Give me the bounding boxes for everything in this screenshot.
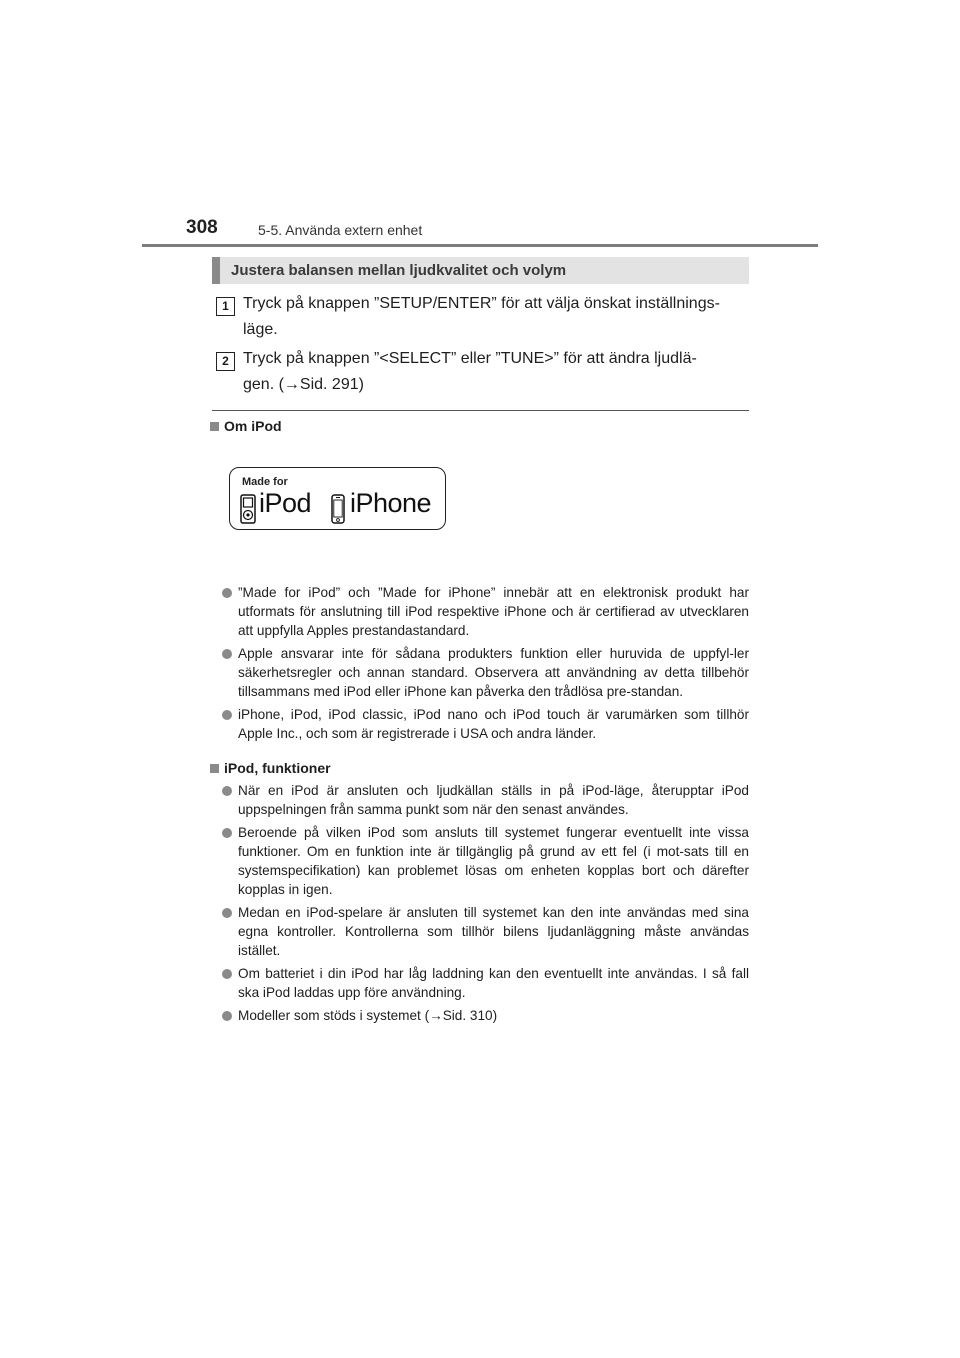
about-ipod-bullets [222, 583, 749, 747]
page-number: 308 [186, 217, 218, 238]
list-item [222, 644, 749, 701]
bullet-dot-icon [222, 786, 232, 796]
step-number-2: 2 [216, 352, 235, 371]
made-for-logo [229, 467, 446, 530]
bullet-dot-icon [222, 710, 232, 720]
list-item-text: iPhone, iPod, iPod classic, iPod nano och iPod touch är varumärken som tillhör Apple Inc., och som är registrerade i USA och andra länder. [238, 707, 749, 741]
list-item-text: ”Made for iPod” och ”Made for iPhone” innebär att en elektronisk produkt har utformats för anslutning till iPod respektive iPhone och är certifierad av utvecklaren att uppfylla Apples prestandastandard. [238, 585, 749, 638]
logo-made-for: Made for [242, 476, 288, 488]
heading-accent [212, 257, 220, 284]
ipod-device-icon [240, 494, 256, 524]
list-item [222, 1006, 749, 1025]
list-item-text: Medan en iPod-spelare är ansluten till systemet kan den inte användas med sina egna kontroller. Kontrollerna som tillhör bilens ljudanläggning måste användas istället. [238, 905, 749, 958]
step-text-1-line1: Tryck på knappen ”SETUP/ENTER” för att välja önskat inställnings- [243, 295, 720, 312]
step-text-2 [243, 346, 749, 398]
list-item [222, 705, 749, 743]
bullet-dot-icon [222, 588, 232, 598]
list-item [222, 964, 749, 1002]
subheading-ipod-functions-text: iPod, funktioner [224, 760, 331, 776]
ipod-functions-bullets [222, 781, 749, 1029]
step-text-1 [243, 291, 749, 343]
step-text-1-line2: läge. [243, 321, 278, 338]
list-item [222, 903, 749, 960]
bullet-dot-icon [222, 908, 232, 918]
iphone-device-icon [331, 494, 345, 524]
step-text-2-line2: gen. (→Sid. 291) [243, 376, 364, 393]
section-heading-bar [212, 257, 749, 284]
subheading-about-ipod [210, 418, 282, 434]
section-heading: Justera balansen mellan ljudkvalitet och volym [231, 262, 567, 279]
bullet-dot-icon [222, 649, 232, 659]
logo-iphone: iPhone [350, 488, 432, 518]
list-item [222, 583, 749, 640]
list-item-text: Modeller som stöds i systemet (→Sid. 310) [238, 1008, 498, 1023]
divider [212, 410, 749, 411]
step-text-2-line1: Tryck på knappen ”<SELECT” eller ”TUNE>” för att ändra ljudlä- [243, 350, 697, 367]
square-bullet-icon [210, 422, 219, 431]
square-bullet-icon [210, 764, 219, 773]
bullet-dot-icon [222, 1011, 232, 1021]
list-item-text: Om batteriet i din iPod har låg laddning kan den eventuellt inte användas. I så fall ska iPod laddas upp före användning. [238, 966, 749, 1000]
header-rule [142, 244, 818, 247]
step-number-1: 1 [216, 297, 235, 316]
list-item-text: Beroende på vilken iPod som ansluts till systemet fungerar eventuellt inte vissa funktioner. Om en funktion inte är tillgänglig på grund av ett fel (i mot-sats till en systemspecifikation) kan problemet lösas om enheten kopplas bort och därefter kopplas in igen. [238, 825, 749, 897]
list-item [222, 823, 749, 899]
section-label: 5-5. Använda extern enhet [258, 222, 423, 238]
list-item-text: Apple ansvarar inte för sådana produkters funktion eller huruvida de uppfyl-ler säkerhetsregler och annan standard. Observera att användning av detta tillbehör tillsammans med iPod eller iPhone kan påverka den trådlösa pre-standan. [238, 646, 749, 699]
logo-ipod: iPod [259, 488, 312, 518]
bullet-dot-icon [222, 828, 232, 838]
subheading-ipod-functions [210, 760, 331, 776]
list-item-text: När en iPod är ansluten och ljudkällan ställs in på iPod-läge, återupptar iPod uppspelningen från samma punkt som när den senast användes. [238, 783, 749, 817]
subheading-about-ipod-text: Om iPod [224, 418, 282, 434]
bullet-dot-icon [222, 969, 232, 979]
list-item [222, 781, 749, 819]
